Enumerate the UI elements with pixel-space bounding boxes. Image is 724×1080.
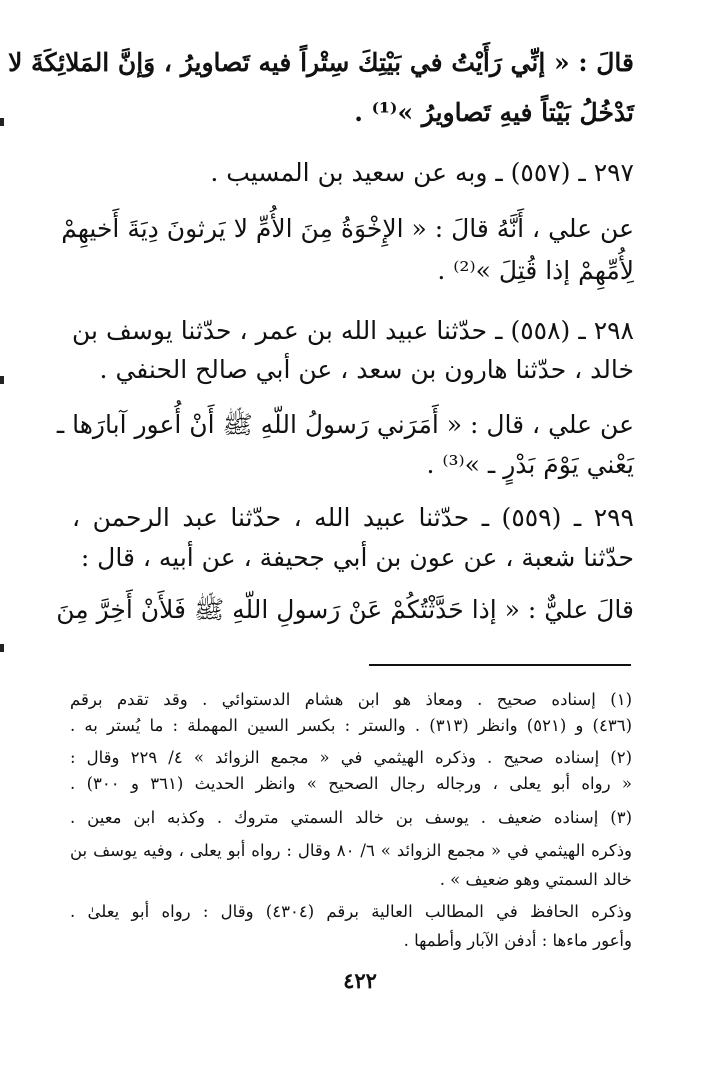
page-number: ٤٢٢ [343, 968, 377, 993]
isnad-line: ٢٩٨ ـ (٥٥٨) ـ حدّثنا عبيد الله بن عمر ، حدّثنا يوسف بن [72, 316, 634, 345]
footnote-line: وأعور ماءها : أدفن الآبار وأطمها . [403, 931, 632, 950]
hadith-text-line: قالَ : « إنِّي رَأَيْتُ في بَيْتِكَ سِتْراً فيه تَصاويرُ ، وَإنَّ المَلائِكَةَ لا [8, 48, 634, 77]
footnote-line: وذكره الحافظ في المطالب العالية برقم (٤٣٠٤) وقال : رواه أبو يعلىٰ . [70, 902, 632, 921]
hadith-text-line: تَدْخُلُ بَيْتاً فيهِ تَصاويرُ »⁽¹⁾ . [354, 98, 634, 127]
footnote-line: « رواه أبو يعلى ، ورجاله رجال الصحيح » وانظر الحديث (٣٦١ و ٣٠٠) . [70, 774, 632, 793]
isnad-line: حدّثنا شعبة ، عن عون بن أبي جحيفة ، عن أبيه ، قال : [80, 543, 634, 572]
footnote-line: (١) إسناده صحيح . ومعاذ هو ابن هشام الدستوائي . وقد تقدم برقم [70, 690, 632, 709]
footnote-line: وذكره الهيثمي في « مجمع الزوائد » ٦/ ٨٠ وقال : رواه أبو يعلى ، وفيه يوسف بن [70, 841, 633, 860]
isnad-line: ٢٩٧ ـ (٥٥٧) ـ وبه عن سعيد بن المسيب . [210, 158, 634, 187]
footnote-line: (٣) إسناده ضعيف . يوسف بن خالد السمتي متروك . وكذبه ابن معين . [70, 808, 632, 827]
footnote-divider [369, 664, 631, 666]
hadith-text-line: قالَ عليٌّ : « إذا حَدَّثْتُكُمْ عَنْ رَسولِ اللّهِ ﷺ فَلأَنْ أَخِرَّ مِنَ [56, 595, 634, 624]
footnote-line: خالد السمتي وهو ضعيف » . [439, 870, 632, 889]
hadith-text-line: لِأُمِّهِمْ إذا قُتِلَ »⁽²⁾ . [437, 256, 634, 285]
hadith-text-line: عن علي ، أَنَّهُ قالَ : « الإِخْوَةُ مِنَ الأُمِّ لا يَرثونَ دِيَةَ أَخيهِمْ [61, 214, 634, 243]
isnad-line: ٢٩٩ ـ (٥٥٩) ـ حدّثنا عبيد الله ، حدّثنا عبد الرحمن ، [72, 503, 634, 532]
footnote-line: (٢) إسناده صحيح . وذكره الهيثمي في « مجمع الزوائد » ٤/ ٢٢٩ وقال : [70, 748, 633, 767]
hadith-text-line: عن علي ، قال : « أَمَرَني رَسولُ اللّهِ ﷺ أَنْ أُعور آبارَها ـ [56, 410, 634, 439]
scan-edge-mark [0, 644, 4, 652]
scan-edge-mark [0, 118, 4, 126]
footnote-line: (٤٣٦) و (٥٢١) وانظر (٣١٣) . والستر : بكسر السين المهملة : ما يُستر به . [70, 716, 632, 735]
isnad-line: خالد ، حدّثنا هارون بن سعد ، عن أبي صالح الحنفي . [99, 355, 634, 384]
scan-edge-mark [0, 376, 4, 384]
hadith-text-line: يَعْني يَوْمَ بَدْرٍ ـ »⁽³⁾ . [426, 450, 634, 479]
